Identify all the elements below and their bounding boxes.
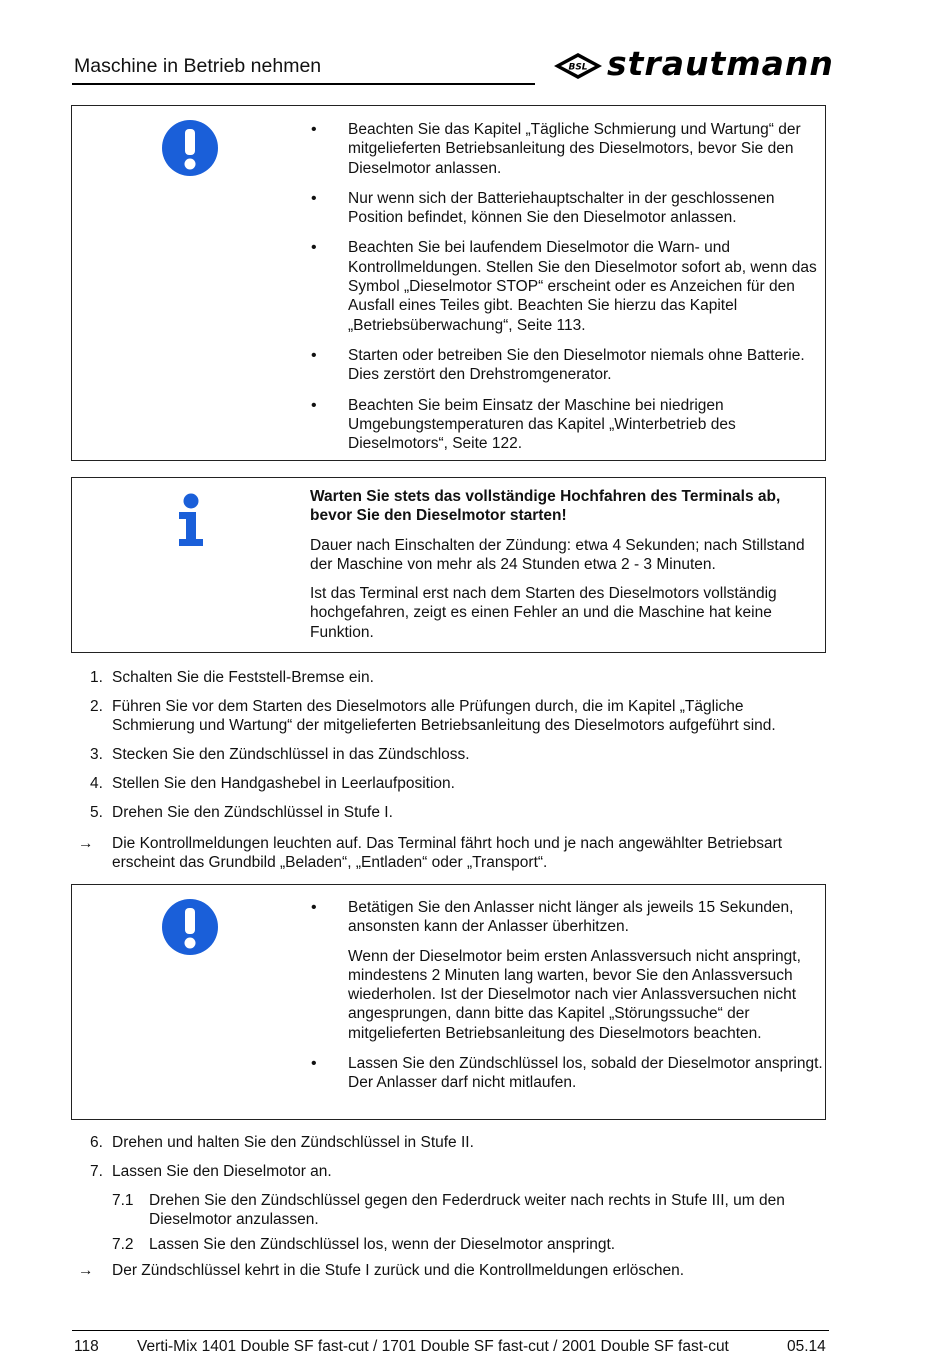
step-number: 4.: [90, 775, 103, 793]
step-2: [90, 697, 830, 736]
step-4: [90, 774, 830, 793]
strautmann-logo: [552, 44, 834, 83]
result-text: Die Kontrollmeldungen leuchten auf. Das Terminal fährt hoch und je nach angewählter Betriebsart erscheint das Grundbild „Beladen“, „Entladen“ oder „Transport“.: [112, 835, 783, 872]
result-line: [74, 1261, 834, 1280]
exclamation-icon: [161, 119, 219, 177]
step-6: [90, 1133, 830, 1152]
exclamation-icon: [161, 898, 219, 956]
list-item: • Beachten Sie bei laufendem Dieselmotor die Warn- und Kontrollmeldungen. Stellen Sie den Dieselmotor sofort ab, wenn das Symbol „Dieselmotor STOP“ erscheint oder es Anzeichen für den Ausfall eines Teiles gibt. Beachten Sie hierzu das Kapitel „Betriebsüberwachung“, Seite 113.: [309, 238, 823, 334]
step-text: Lassen Sie den Dieselmotor an.: [112, 1162, 332, 1180]
substep-7-1: [90, 1191, 830, 1230]
step-text: Schalten Sie die Feststell-Bremse ein.: [112, 669, 374, 686]
info-paragraph: Dauer nach Einschalten der Zündung: etwa 4 Sekunden; nach Stillstand der Maschine von mehr als 24 Stunden etwa 2 - 3 Minuten.: [310, 536, 805, 573]
page-number: 118: [74, 1338, 99, 1355]
info-icon: [174, 493, 208, 549]
warning-bullet-list: [309, 120, 823, 464]
page-header-title: Maschine in Betrieb nehmen: [74, 55, 322, 77]
step-number: 6.: [90, 1134, 103, 1151]
step-1: [90, 668, 830, 687]
list-item: • Nur wenn sich der Batteriehauptschalter in der geschlossenen Position befindet, können Sie den Dieselmotor anlassen.: [309, 189, 823, 228]
substep-text: Lassen Sie den Zündschlüssel los, wenn der Dieselmotor anspringt.: [149, 1235, 616, 1253]
logo-wordmark: strautmann: [607, 44, 834, 83]
list-item: • Beachten Sie beim Einsatz der Maschine bei niedrigen Umgebungstemperaturen das Kapitel „Winterbetrieb des Dieselmotors“, Seite 122.: [309, 396, 823, 454]
step-text: Drehen und halten Sie den Zündschlüssel in Stufe II.: [112, 1134, 474, 1151]
warning-notice-box: [71, 105, 826, 461]
result-arrow-icon: →: [78, 1262, 94, 1279]
result-text: Der Zündschlüssel kehrt in die Stufe I zurück und die Kontrollmeldungen erlöschen.: [112, 1262, 685, 1279]
list-item: • Beachten Sie das Kapitel „Tägliche Schmierung und Wartung“ der mitgelieferten Betriebsanleitung des Dieselmotors, bevor Sie den Dieselmotor anlassen.: [309, 120, 823, 178]
procedure-steps: [90, 668, 830, 832]
procedure-steps: [90, 1133, 830, 1259]
warning-notice-box: [71, 884, 826, 1120]
info-notice-box: [71, 477, 826, 653]
footer-rule: [72, 1330, 829, 1331]
step-7: [90, 1162, 830, 1181]
step-3: [90, 745, 830, 764]
list-item: • Lassen Sie den Zündschlüssel los, sobald der Dieselmotor anspringt. Der Anlasser darf nicht mitlaufen.: [309, 1054, 823, 1093]
step-5: [90, 803, 830, 822]
step-text: Führen Sie vor dem Starten des Dieselmotors alle Prüfungen durch, die im Kapitel „Tägliche Schmierung und Wartung“ der mitgelieferten Betriebsanleitung des Dieselmotors aufgeführt sind.: [112, 697, 776, 735]
list-item-paragraph: Wenn der Dieselmotor beim ersten Anlassversuch nicht anspringt, mindestens 2 Minuten lang warten, bevor Sie den Anlassversuch wiederholen. Ist der Dieselmotor nach vier Anlassversuchen nicht angesprungen, dann bitte das Kapitel „Störungssuche“ der mitgelieferten Betriebsanleitung des Dieselmotors beachten.: [348, 947, 801, 1042]
warning-bullet-list: [309, 898, 823, 1104]
info-paragraph: Ist das Terminal erst nach dem Starten des Dieselmotors vollständig hochgefahren, zeigt es einen Fehler an und die Maschine hat keine Funktion.: [310, 585, 777, 641]
step-number: 2.: [90, 697, 103, 715]
substep-number: 7.1: [112, 1191, 134, 1209]
step-number: 3.: [90, 746, 103, 764]
footer-model: Verti-Mix 1401 Double SF fast-cut / 1701 Double SF fast-cut / 2001 Double SF fast-cut: [137, 1338, 729, 1355]
step-number: 1.: [90, 669, 103, 686]
info-heading: Warten Sie stets das vollständige Hochfahren des Terminals ab, bevor Sie den Dieselmotor starten!: [310, 488, 781, 525]
footer-date: 05.14: [787, 1338, 826, 1355]
bsl-emblem-icon: [552, 50, 604, 82]
substep-7-2: [90, 1235, 830, 1254]
step-number: 7.: [90, 1162, 103, 1180]
list-item: • Starten oder betreiben Sie den Dieselmotor niemals ohne Batterie. Dies zerstört den Drehstromgenerator.: [309, 346, 823, 385]
result-line: [74, 834, 834, 873]
step-text: Stecken Sie den Zündschlüssel in das Zündschloss.: [112, 746, 470, 764]
svg-text:BSL: BSL: [568, 62, 588, 73]
header-rule: [72, 83, 535, 85]
substep-text: Drehen Sie den Zündschlüssel gegen den Federdruck weiter nach rechts in Stufe III, um den Dieselmotor anzulassen.: [149, 1191, 785, 1229]
step-text: Drehen Sie den Zündschlüssel in Stufe I.: [112, 804, 393, 822]
step-number: 5.: [90, 804, 103, 822]
substep-number: 7.2: [112, 1235, 134, 1253]
step-text: Stellen Sie den Handgashebel in Leerlaufposition.: [112, 775, 455, 793]
result-arrow-icon: →: [78, 835, 94, 852]
list-item-paragraph: • Betätigen Sie den Anlasser nicht länger als jeweils 15 Sekunden, ansonsten kann der Anlasser überhitzen.: [348, 899, 794, 936]
info-text: [310, 487, 821, 652]
list-item: [309, 898, 823, 1043]
